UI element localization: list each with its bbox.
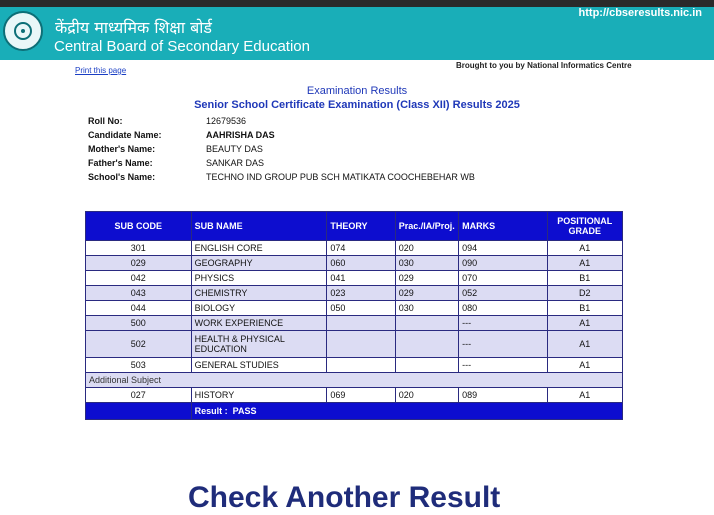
grade: B1 bbox=[547, 301, 622, 316]
total-marks: 090 bbox=[459, 256, 547, 271]
table-row bbox=[86, 388, 623, 403]
total-marks: --- bbox=[459, 358, 547, 373]
grade: B1 bbox=[547, 271, 622, 286]
prac-marks: 020 bbox=[395, 388, 458, 403]
school-name-value: TECHNO IND GROUP PUB SCH MATIKATA COOCHEBEHAR WB bbox=[206, 172, 475, 182]
father-name-value: SANKAR DAS bbox=[206, 158, 265, 168]
table-row bbox=[86, 241, 623, 256]
theory-marks bbox=[327, 316, 395, 331]
col-marks: MARKS bbox=[459, 212, 547, 241]
sub-code: 027 bbox=[86, 388, 192, 403]
grade: A1 bbox=[547, 358, 622, 373]
sub-code: 301 bbox=[86, 241, 192, 256]
total-marks: 052 bbox=[459, 286, 547, 301]
sub-code: 042 bbox=[86, 271, 192, 286]
mother-name-label: Mother's Name: bbox=[88, 144, 156, 154]
col-positional-grade: POSITIONAL GRADE bbox=[547, 212, 622, 241]
prac-marks: 030 bbox=[395, 256, 458, 271]
exam-title: Examination Results bbox=[306, 85, 408, 97]
grade: A1 bbox=[547, 241, 622, 256]
sub-name: GEOGRAPHY bbox=[191, 256, 327, 271]
sub-name: PHYSICS bbox=[191, 271, 327, 286]
school-name-label: School's Name: bbox=[88, 172, 156, 182]
theory-marks bbox=[327, 358, 395, 373]
hindi-board-title: केंद्रीय माध्यमिक शिक्षा बोर्ड bbox=[55, 18, 212, 37]
additional-subject-row bbox=[86, 373, 623, 388]
sub-name: HISTORY bbox=[191, 388, 327, 403]
total-marks: 070 bbox=[459, 271, 547, 286]
theory-marks: 050 bbox=[327, 301, 395, 316]
table-row bbox=[86, 331, 623, 358]
result-value: PASS bbox=[232, 406, 257, 416]
total-marks: --- bbox=[459, 331, 547, 358]
prac-marks bbox=[395, 316, 458, 331]
print-page-link[interactable]: Print this page bbox=[75, 66, 127, 75]
sub-code: 502 bbox=[86, 331, 192, 358]
sub-code: 503 bbox=[86, 358, 192, 373]
col-sub-name: SUB NAME bbox=[191, 212, 327, 241]
grade: D2 bbox=[547, 286, 622, 301]
table-row bbox=[86, 358, 623, 373]
sub-name: HEALTH & PHYSICAL EDUCATION bbox=[191, 331, 327, 358]
result-label: Result : bbox=[194, 406, 228, 416]
site-header bbox=[0, 7, 714, 60]
total-marks: 080 bbox=[459, 301, 547, 316]
sub-name: GENERAL STUDIES bbox=[191, 358, 327, 373]
table-row bbox=[86, 271, 623, 286]
theory-marks: 074 bbox=[327, 241, 395, 256]
candidate-name-value: AAHRISHA DAS bbox=[206, 130, 275, 140]
sub-name: CHEMISTRY bbox=[191, 286, 327, 301]
candidate-info bbox=[88, 114, 475, 184]
theory-marks: 041 bbox=[327, 271, 395, 286]
table-row bbox=[86, 286, 623, 301]
grade: A1 bbox=[547, 316, 622, 331]
prac-marks: 030 bbox=[395, 301, 458, 316]
mother-name-value: BEAUTY DAS bbox=[206, 144, 263, 154]
sub-code: 043 bbox=[86, 286, 192, 301]
top-strip bbox=[0, 0, 714, 7]
total-marks: 094 bbox=[459, 241, 547, 256]
table-row bbox=[86, 256, 623, 271]
theory-marks bbox=[327, 331, 395, 358]
table-row bbox=[86, 301, 623, 316]
prac-marks: 029 bbox=[395, 271, 458, 286]
theory-marks: 060 bbox=[327, 256, 395, 271]
english-board-title: Central Board of Secondary Education bbox=[54, 38, 310, 55]
sub-name: WORK EXPERIENCE bbox=[191, 316, 327, 331]
cbse-logo-icon bbox=[3, 11, 43, 51]
grade: A1 bbox=[547, 331, 622, 358]
exam-subtitle: Senior School Certificate Examination (Class XII) Results 2025 bbox=[194, 99, 520, 111]
prac-marks: 029 bbox=[395, 286, 458, 301]
sub-code: 500 bbox=[86, 316, 192, 331]
grade: A1 bbox=[547, 388, 622, 403]
col-theory: THEORY bbox=[327, 212, 395, 241]
father-name-label: Father's Name: bbox=[88, 158, 153, 168]
marks-table bbox=[85, 211, 623, 420]
candidate-name-label: Candidate Name: bbox=[88, 130, 162, 140]
col-sub-code: SUB CODE bbox=[86, 212, 192, 241]
col-prac: Prac./IA/Proj. bbox=[395, 212, 458, 241]
grade: A1 bbox=[547, 256, 622, 271]
roll-label: Roll No: bbox=[88, 116, 123, 126]
table-row bbox=[86, 316, 623, 331]
result-row bbox=[86, 403, 623, 420]
theory-marks: 023 bbox=[327, 286, 395, 301]
site-url[interactable]: http://cbseresults.nic.in bbox=[578, 7, 702, 19]
prac-marks: 020 bbox=[395, 241, 458, 256]
sub-code: 044 bbox=[86, 301, 192, 316]
roll-value: 12679536 bbox=[206, 116, 247, 126]
additional-subject-label: Additional Subject bbox=[86, 373, 623, 388]
sub-code: 029 bbox=[86, 256, 192, 271]
result-cell bbox=[191, 403, 622, 420]
prac-marks bbox=[395, 331, 458, 358]
total-marks: --- bbox=[459, 316, 547, 331]
sub-name: BIOLOGY bbox=[191, 301, 327, 316]
theory-marks: 069 bbox=[327, 388, 395, 403]
total-marks: 089 bbox=[459, 388, 547, 403]
check-another-result-heading[interactable]: Check Another Result bbox=[188, 481, 501, 514]
brought-by-text: Brought to you by National Informatics Centre bbox=[456, 61, 632, 70]
table-header-row bbox=[86, 212, 623, 241]
prac-marks bbox=[395, 358, 458, 373]
sub-name: ENGLISH CORE bbox=[191, 241, 327, 256]
